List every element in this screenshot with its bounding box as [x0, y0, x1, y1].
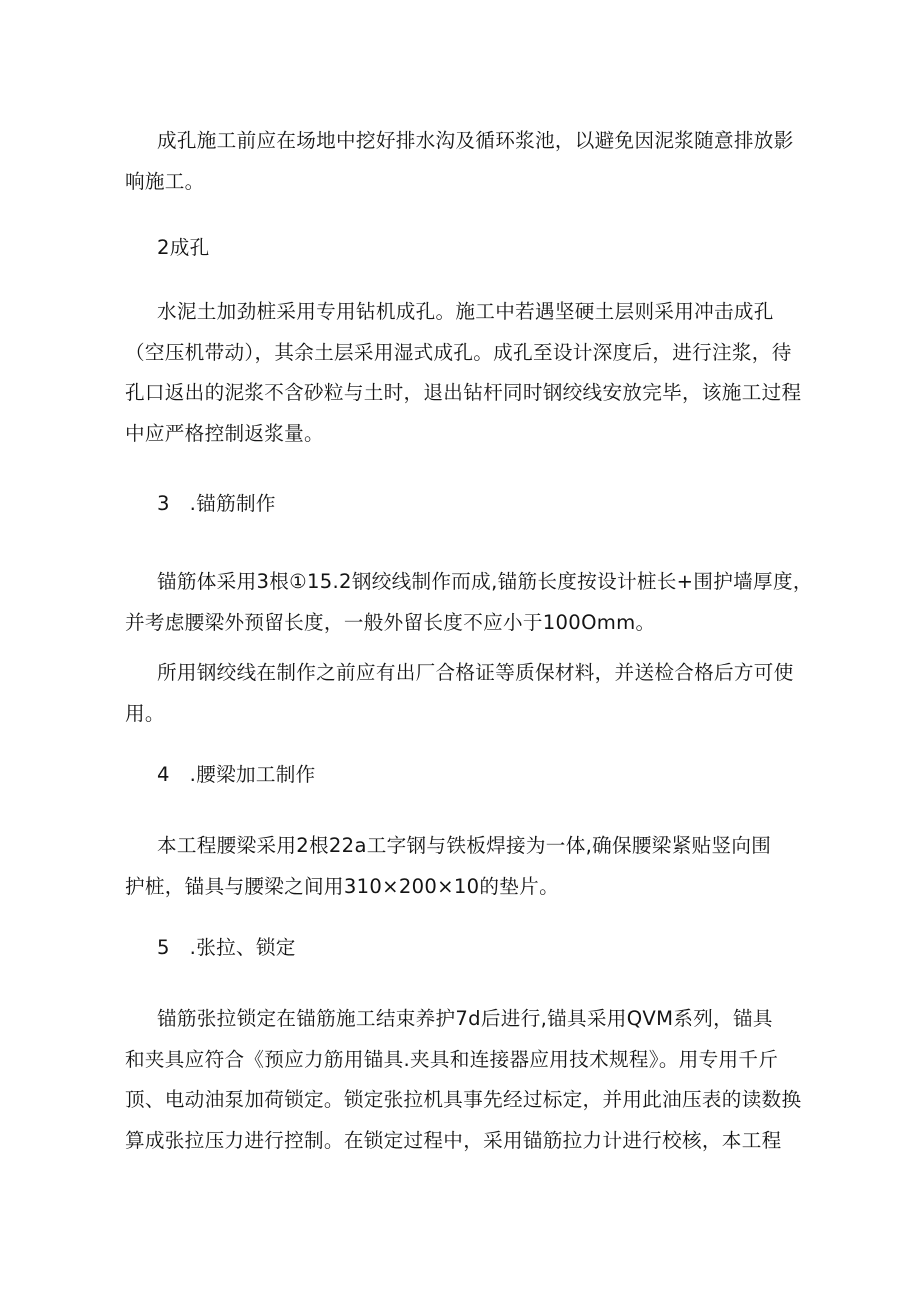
- paragraph-drilling: [125, 292, 807, 454]
- text-line: 锚筋体采用3根①15.2钢绞线制作而成,锚筋长度按设计桩长+围护墙厚度，: [157, 570, 813, 593]
- text-line: 算成张拉压力进行控制。在锁定过程中，采用锚筋拉力计进行校核，本工程: [125, 1128, 782, 1152]
- text-line: 成孔施工前应在场地中挖好排水沟及循环浆池，以避免因泥浆随意排放影: [157, 129, 794, 152]
- text-line: 所用钢绞线在制作之前应有出厂合格证等质保材料，并送检合格后方可使: [157, 661, 794, 684]
- paragraph-drainage: [125, 121, 807, 202]
- section-heading-2: 2成孔: [157, 236, 210, 259]
- paragraph-waist-beam: [125, 826, 807, 907]
- text-line: 顶、电动油泵加荷锁定。锁定张拉机具事先经过标定，并用此油压表的读数换: [125, 1088, 802, 1111]
- text-line: 孔口返出的泥浆不含砂粒与土时，退出钻杆同时钢绞线安放完毕，该施工过程: [125, 381, 802, 404]
- section-heading-3: 3 .锚筋制作: [157, 492, 276, 515]
- text-line: （空压机带动），其余土层采用湿式成孔。成孔至设计深度后，进行注浆，待: [125, 340, 792, 364]
- text-line: 锚筋张拉锁定在锚筋施工结束养护7d后进行,锚具采用QVM系列，锚具: [157, 1007, 773, 1030]
- text-line: 响施工。: [125, 169, 205, 193]
- text-line: 用。: [125, 701, 165, 725]
- text-line: 和夹具应符合《预应力筋用锚具.夹具和连接器应用技术规程》。用专用千斤: [125, 1047, 779, 1071]
- text-line: 水泥土加劲桩采用专用钻机成孔。施工中若遇坚硬土层则采用冲击成孔: [157, 300, 774, 323]
- section-heading-4: 4 .腰梁加工制作: [157, 763, 316, 786]
- text-line: 本工程腰梁采用2根22a工字钢与铁板焊接为一体,确保腰梁紧贴竖向围: [157, 834, 772, 857]
- text-line: 并考虑腰梁外预留长度，一般外留长度不应小于100Omm。: [125, 610, 656, 634]
- text-line: 护桩，锚具与腰梁之间用310×200×10的垫片。: [125, 874, 559, 898]
- paragraph-anchor-making: [125, 562, 813, 643]
- paragraph-strand-quality: [125, 653, 807, 734]
- text-line: 中应严格控制返浆量。: [125, 421, 324, 445]
- paragraph-tensioning: [125, 999, 807, 1161]
- section-heading-5: 5 .张拉、锁定: [157, 936, 296, 959]
